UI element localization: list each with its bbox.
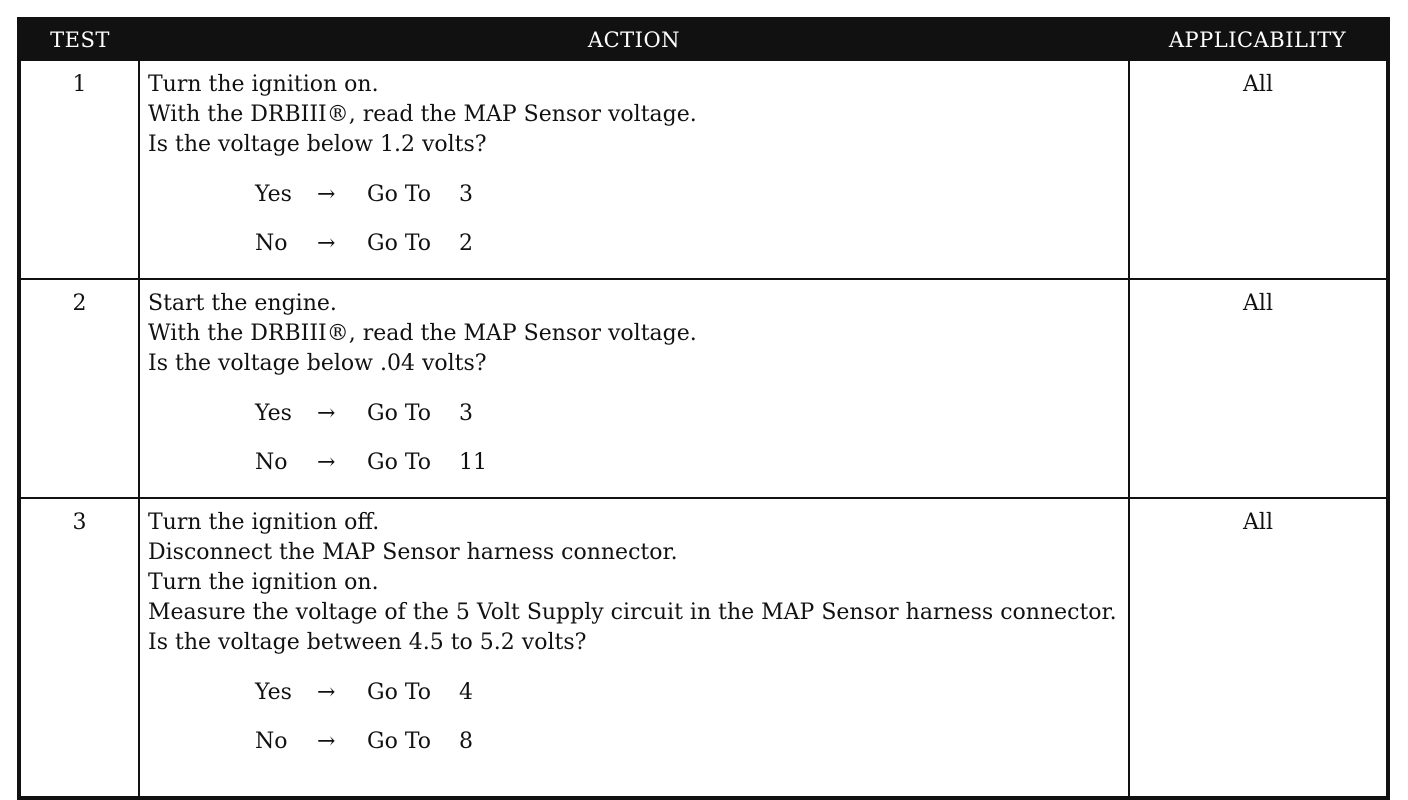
action-step: Is the voltage below .04 volts? — [148, 351, 487, 376]
goto-text: Go To — [367, 450, 432, 475]
goto-target: 3 — [459, 182, 473, 207]
table-row — [19, 279, 1388, 498]
answer-row — [255, 727, 1118, 776]
arrow-icon: → — [317, 401, 336, 426]
action-cell — [139, 279, 1129, 498]
applicability-value: All — [1129, 60, 1388, 279]
table-row — [19, 60, 1388, 279]
header-row — [19, 19, 1388, 60]
action-cell — [139, 60, 1129, 279]
answer-list — [148, 399, 1118, 497]
arrow-icon: → — [317, 729, 336, 754]
action-step: Is the voltage below 1.2 volts? — [148, 132, 487, 157]
answer-list — [148, 678, 1118, 776]
action-step: Turn the ignition off. — [148, 510, 380, 535]
action-step: With the DRBIII®, read the MAP Sensor voltage. — [148, 102, 697, 127]
goto-text: Go To — [367, 729, 432, 754]
answer-label: No — [255, 729, 288, 754]
test-number: 1 — [19, 60, 139, 279]
action-step: Turn the ignition on. — [148, 72, 379, 97]
header-applicability: APPLICABILITY — [1129, 19, 1388, 60]
goto-text: Go To — [367, 231, 432, 256]
answer-label: Yes — [255, 401, 292, 426]
answer-row — [255, 399, 1118, 448]
goto-target: 2 — [459, 231, 473, 256]
action-step: Measure the voltage of the 5 Volt Supply circuit in the MAP Sensor harness connector. — [148, 600, 1117, 625]
test-number: 2 — [19, 279, 139, 498]
goto-text: Go To — [367, 680, 432, 705]
answer-row — [255, 180, 1118, 229]
goto-target: 8 — [459, 729, 473, 754]
answer-list — [148, 180, 1118, 278]
applicability-value: All — [1129, 498, 1388, 798]
diagnostic-test-table — [17, 17, 1390, 800]
header-action: ACTION — [139, 19, 1129, 60]
goto-target: 11 — [459, 450, 487, 475]
arrow-icon: → — [317, 680, 336, 705]
test-number: 3 — [19, 498, 139, 798]
goto-target: 3 — [459, 401, 473, 426]
action-cell — [139, 498, 1129, 798]
goto-text: Go To — [367, 182, 432, 207]
arrow-icon: → — [317, 450, 336, 475]
action-step: With the DRBIII®, read the MAP Sensor voltage. — [148, 321, 697, 346]
applicability-value: All — [1129, 279, 1388, 498]
action-step: Is the voltage between 4.5 to 5.2 volts? — [148, 630, 587, 655]
table-body — [19, 60, 1388, 798]
arrow-icon: → — [317, 182, 336, 207]
goto-text: Go To — [367, 401, 432, 426]
answer-row — [255, 678, 1118, 727]
answer-row — [255, 229, 1118, 278]
arrow-icon: → — [317, 231, 336, 256]
action-step: Turn the ignition on. — [148, 570, 379, 595]
header-test: TEST — [19, 19, 139, 60]
action-step: Disconnect the MAP Sensor harness connector. — [148, 540, 678, 565]
goto-target: 4 — [459, 680, 473, 705]
answer-row — [255, 448, 1118, 497]
answer-label: Yes — [255, 680, 292, 705]
answer-label: No — [255, 231, 288, 256]
action-step: Start the engine. — [148, 291, 337, 316]
answer-label: Yes — [255, 182, 292, 207]
answer-label: No — [255, 450, 288, 475]
table-row — [19, 498, 1388, 798]
